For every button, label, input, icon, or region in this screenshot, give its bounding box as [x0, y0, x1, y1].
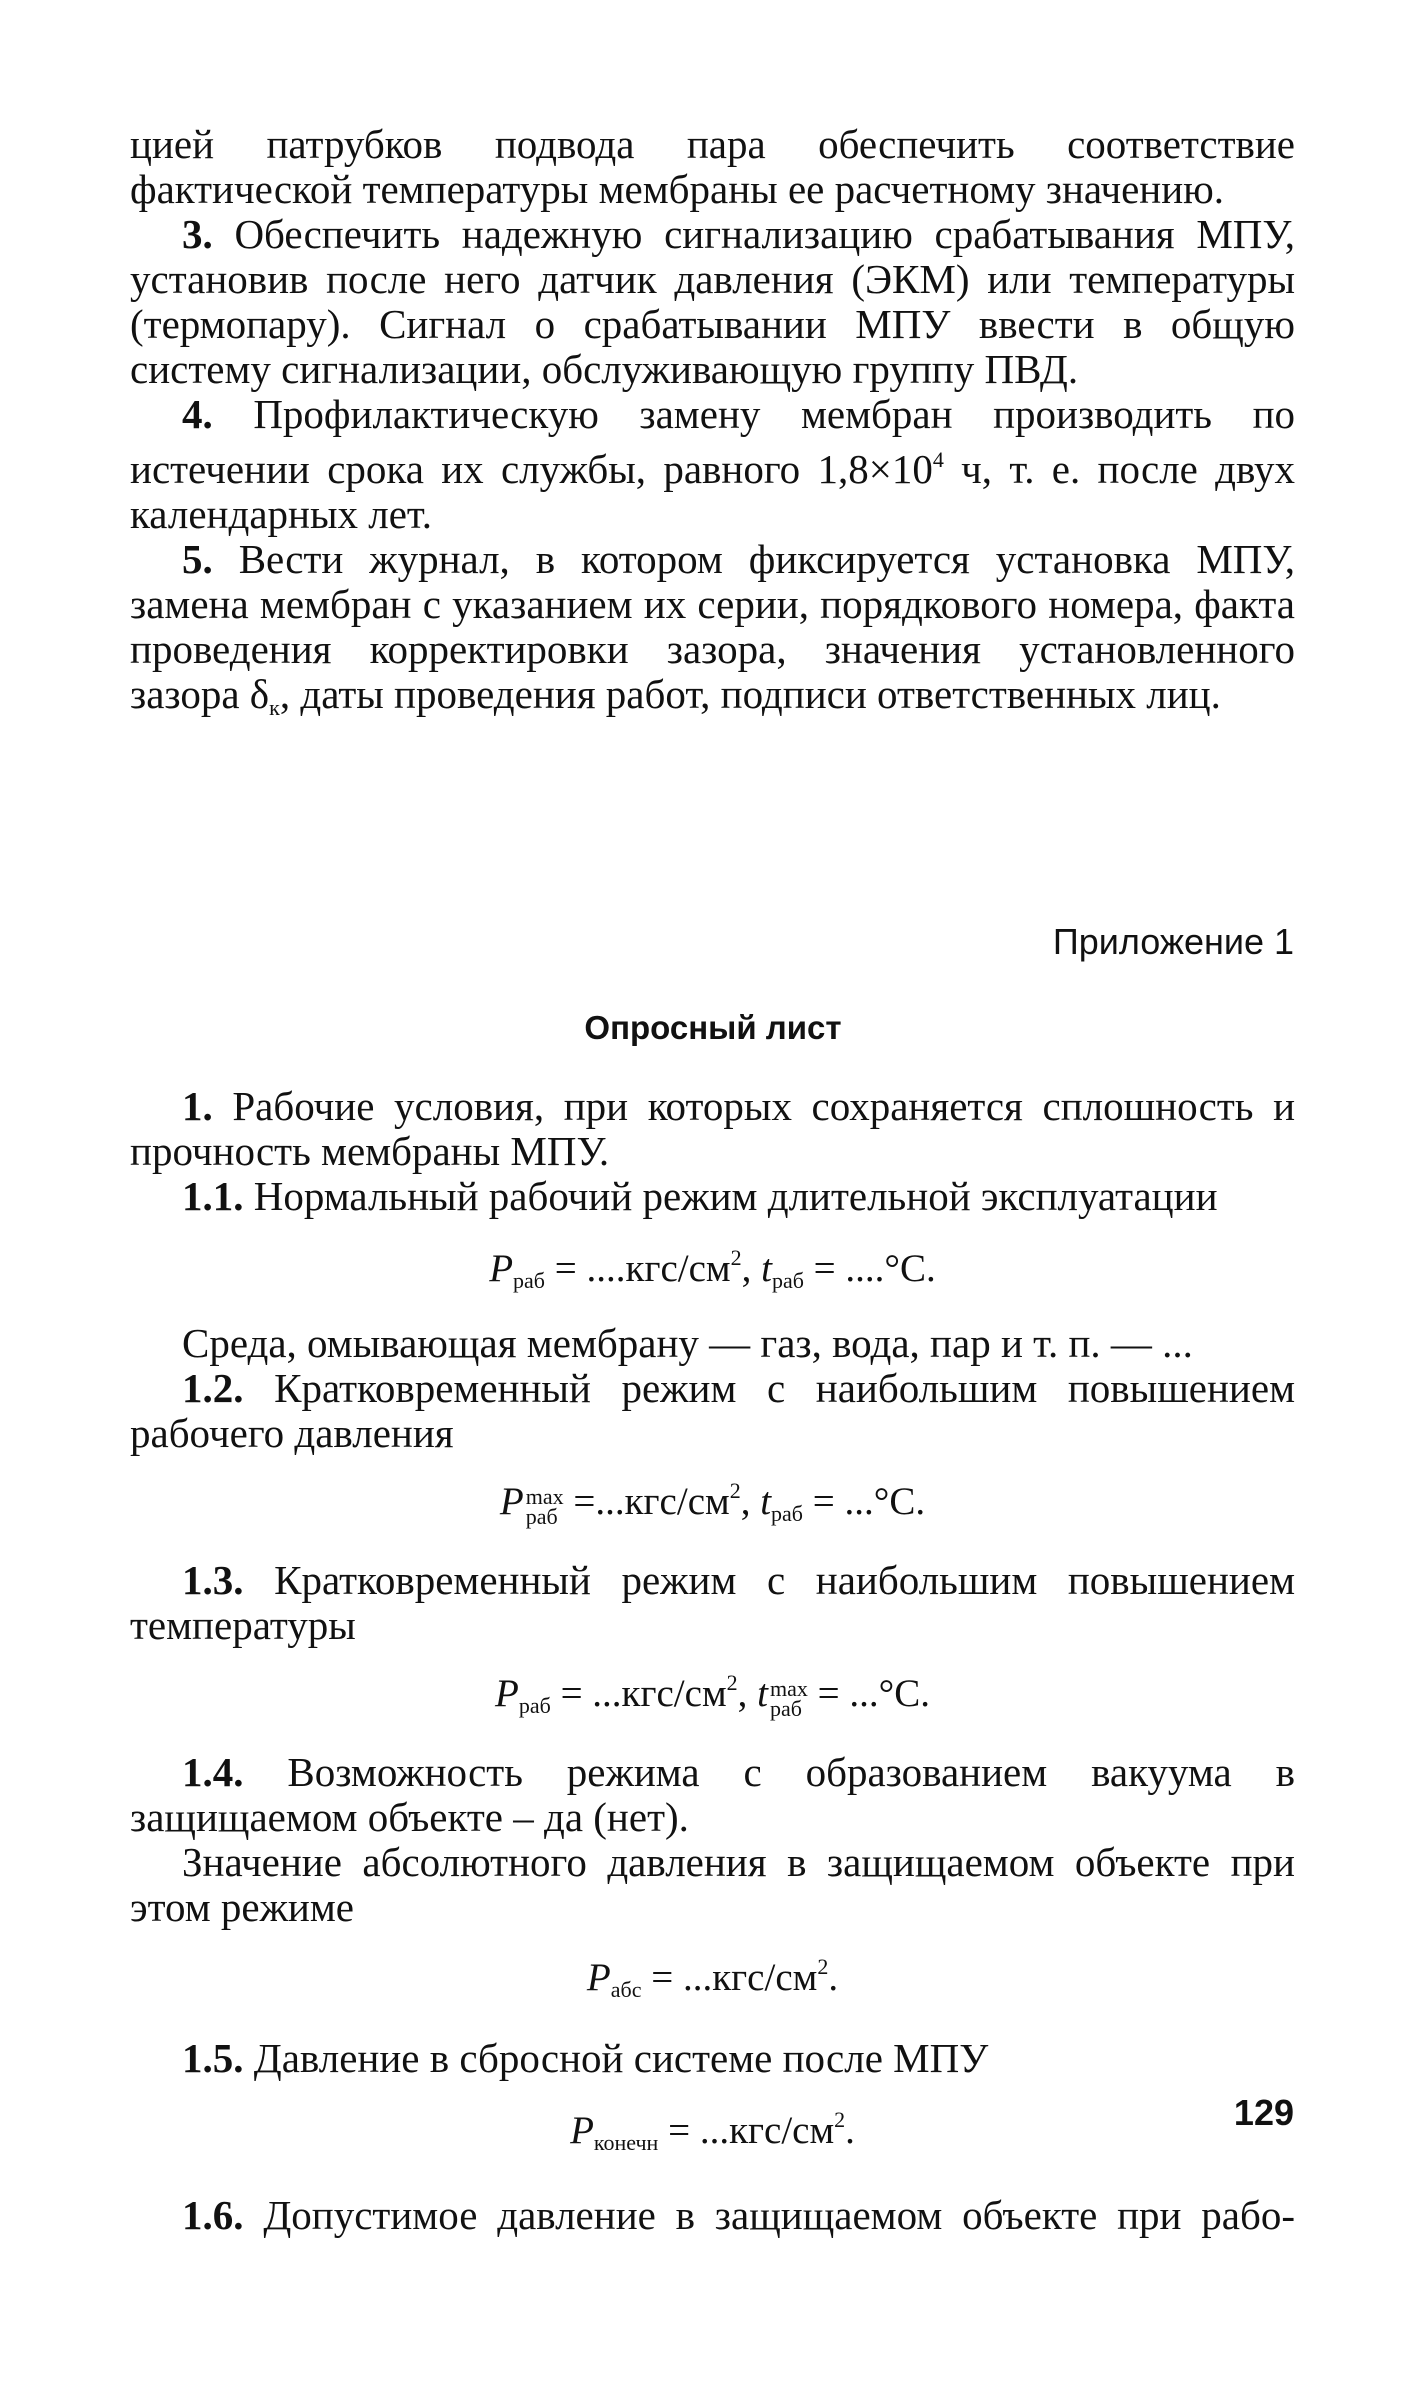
q1-3	[130, 1558, 1295, 1648]
formula-max-pressure	[130, 1468, 1295, 1536]
item-5	[130, 537, 1295, 730]
item-5-text-b: , даты проведения работ, подписи ответственных лиц.	[279, 671, 1221, 717]
pressure-symbol: P	[586, 1956, 611, 1999]
item-4-number: 4.	[182, 391, 213, 437]
q1-4-number: 1.4.	[182, 1749, 244, 1795]
separator: ,	[741, 1247, 762, 1290]
pressure-subscript: раб	[513, 1268, 546, 1293]
unit-exponent: 2	[834, 2107, 846, 2132]
q1-2	[130, 1366, 1295, 1456]
item-5-subscript: к	[269, 695, 280, 720]
questionnaire	[130, 1084, 1295, 2238]
pressure-symbol: P	[489, 1247, 514, 1290]
temperature-indices	[769, 1676, 808, 1721]
absolute-pressure-line: Значение абсолютного давления в защищаемом объекте при этом режиме	[130, 1839, 1295, 1930]
formula-discharge-pressure	[130, 2097, 1295, 2165]
q1-5-text: Давление в сбросной системе после МПУ	[253, 2035, 989, 2081]
pressure-value: = ...кгс/см	[641, 1956, 818, 1999]
separator: ,	[740, 1480, 761, 1523]
temperature-value: = ....°С.	[803, 1247, 936, 1290]
medium-line: Среда, омывающая мембрану — газ, вода, пар и т. п. — ...	[182, 1320, 1193, 1366]
q1-text: Рабочие условия, при которых сохраняется сплошность и прочность мембраны МПУ.	[130, 1083, 1296, 1174]
q1-2-number: 1.2.	[182, 1365, 244, 1411]
q1-4-text: Возможность режима с образованием вакуума в защищаемом объекте – да (нет).	[130, 1749, 1296, 1840]
pressure-indices	[525, 1484, 564, 1529]
period: .	[845, 2109, 855, 2152]
unit-exponent: 2	[729, 1478, 741, 1503]
q1-5	[130, 2036, 1295, 2081]
pressure-subscript: раб	[518, 1693, 551, 1718]
item-4-text-a: Профилактическую замену мембран производить по истечении срока их службы, равного 1,8×10	[130, 391, 1296, 492]
item-3-text: Обеспечить надежную сигнализацию срабатывания МПУ, установив после него датчик давления (ЭКМ) или температуры (термопару). Сигнал о срабатывании МПУ ввести в общую систему сигнализации, обслуживающую группу ПВД.	[130, 211, 1295, 392]
pressure-value: = ...кгс/см	[658, 2109, 835, 2152]
item-5-number: 5.	[182, 536, 213, 582]
q1-number: 1.	[182, 1083, 213, 1129]
pressure-subscript: конечн	[593, 2130, 659, 2155]
form-title: Опросный лист	[584, 1009, 842, 1046]
item-4-text-b: ч, т. е. после двух календарных лет.	[130, 446, 1295, 537]
pressure-symbol: P	[499, 1480, 524, 1523]
pressure-symbol: P	[570, 2109, 594, 2152]
pressure-subscript: абс	[610, 1977, 642, 2002]
q1-1-text: Нормальный рабочий режим длительной эксплуатации	[253, 1173, 1218, 1219]
temperature-value: = ...°С.	[803, 1480, 926, 1523]
q1-6-text: Допустимое давление в защищаемом объекте при рабо-	[263, 2192, 1296, 2238]
separator: ,	[737, 1672, 758, 1715]
q1-4	[130, 1750, 1295, 1840]
paragraph-continuation: цией патрубков подвода пара обеспечить соответствие фактической температуры мембраны ее расчетному значению.	[130, 121, 1295, 212]
temperature-subscript: раб	[771, 1268, 804, 1293]
unit-exponent: 2	[730, 1245, 742, 1270]
formula-max-temperature	[130, 1660, 1295, 1728]
temperature-superscript: max	[769, 1676, 808, 1701]
unit-exponent: 2	[726, 1670, 738, 1695]
temperature-symbol: t	[761, 1247, 772, 1290]
pressure-superscript: max	[525, 1484, 564, 1509]
temperature-subscript: раб	[771, 1501, 803, 1526]
item-3	[130, 212, 1295, 392]
q1-2-text: Кратковременный режим с наибольшим повышением рабочего давления	[130, 1365, 1296, 1456]
q1-3-number: 1.3.	[182, 1557, 244, 1603]
item-4-exponent: 4	[932, 447, 944, 472]
q1	[130, 1084, 1295, 1174]
temperature-value: = ...°С.	[807, 1672, 930, 1715]
body-text-top	[130, 122, 1295, 730]
pressure-value: = ....кгс/см	[545, 1247, 731, 1290]
item-4	[130, 392, 1295, 537]
temperature-symbol: t	[760, 1480, 772, 1523]
temperature-subscript: раб	[769, 1696, 802, 1721]
period: .	[828, 1956, 839, 1999]
pressure-value: =...кгс/см	[563, 1480, 730, 1523]
pressure-subscript: раб	[525, 1504, 558, 1529]
q1-3-text: Кратковременный режим с наибольшим повышением температуры	[130, 1557, 1296, 1648]
q1-6-number: 1.6.	[182, 2192, 244, 2238]
unit-exponent: 2	[817, 1954, 829, 1979]
formula-normal-mode	[130, 1235, 1295, 1303]
item-3-number: 3.	[182, 211, 213, 257]
appendix-label: Приложение 1	[1052, 921, 1294, 962]
temperature-symbol: t	[757, 1672, 768, 1715]
page-number: 129	[1233, 2092, 1294, 2133]
q1-5-number: 1.5.	[182, 2035, 244, 2081]
pressure-symbol: P	[495, 1672, 519, 1715]
q1-6	[130, 2193, 1295, 2238]
q1-1	[130, 1174, 1295, 1219]
formula-absolute-pressure	[130, 1944, 1295, 2012]
pressure-value: = ...кгс/см	[550, 1672, 727, 1715]
q1-1-number: 1.1.	[182, 1173, 244, 1219]
item-5-text-a: Вести журнал, в котором фиксируется установка МПУ, замена мембран с указанием их серии, порядкового номера, факта проведения корректировки зазора, значения установленного зазора δ	[130, 536, 1296, 717]
